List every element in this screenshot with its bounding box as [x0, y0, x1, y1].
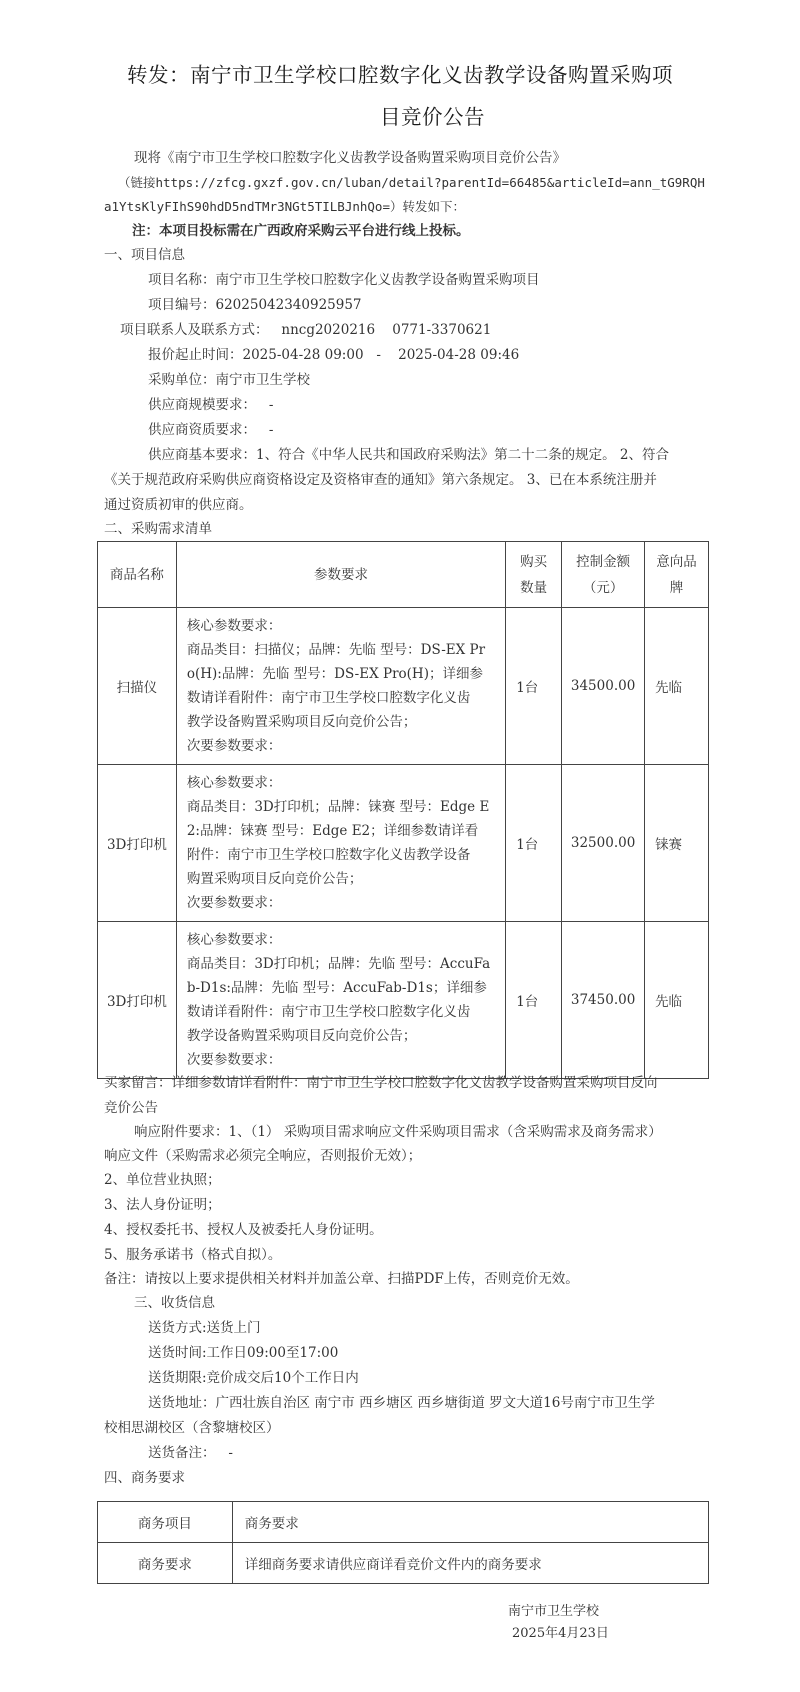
row-amount: 34500.00 — [562, 608, 645, 765]
signature-date: 2025年4月23日 — [512, 1626, 609, 1641]
table-header-row — [98, 542, 709, 608]
row-name: 3D打印机 — [98, 765, 177, 922]
header-name: 商品名称 — [98, 542, 177, 608]
buyer-message-line2: 竞价公告 — [104, 1100, 158, 1116]
row-params: 核心参数要求： 商品类目：3D打印机；品牌：铼赛 型号：Edge E 2:品牌：铼赛 型号：Edge E2；详细参数请详看 附件：南宁市卫生学校口腔数字化义齿教学设备 购置采购项目反向竞价公告； 次要参数要求： — [176, 765, 505, 922]
business-header-req: 商务要求 — [232, 1502, 708, 1543]
project-name: 项目名称：南宁市卫生学校口腔数字化义齿教学设备购置采购项目 — [148, 272, 540, 288]
row-amount: 32500.00 — [562, 765, 645, 922]
signature-org: 南宁市卫生学校 — [508, 1604, 600, 1619]
header-qty: 购买 数量 — [506, 542, 562, 608]
business-req: 详细商务要求请供应商详看竞价文件内的商务要求 — [232, 1543, 708, 1584]
header-param: 参数要求 — [176, 542, 505, 608]
section2-heading: 二、采购需求清单 — [104, 521, 212, 537]
intro-note: 注：本项目投标需在广西政府采购云平台进行线上投标。 — [132, 223, 470, 239]
table-row — [98, 608, 709, 765]
row-qty: 1台 — [506, 608, 562, 765]
row-qty: 1台 — [506, 922, 562, 1079]
row-qty: 1台 — [506, 765, 562, 922]
intro-link-line2: a1YtsKlyFIhS90hdD5ndTMr3NGt5TILBJnhQo=）转发如下： — [104, 199, 465, 214]
row-params: 核心参数要求： 商品类目：3D打印机；品牌：先临 型号：AccuFa b-D1s:品牌：先临 型号：AccuFab-D1s；详细参 数请详看附件：南宁市卫生学校口腔数字化义齿 教学设备购置采购项目反向竞价公告； 次要参数要求： — [176, 922, 505, 1079]
quote-time: 报价起止时间：2025-04-28 09:00 - 2025-04-28 09:46 — [148, 347, 520, 363]
attach-item-3: 3、法人身份证明； — [104, 1197, 221, 1213]
remark-line: 备注：请按以上要求提供相关材料并加盖公章、扫描PDF上传，否则竞价无效。 — [104, 1271, 579, 1287]
page-title-line2: 目竞价公告 — [380, 105, 485, 129]
buyer-message-line1: 买家留言：详细参数请详看附件：南宁市卫生学校口腔数字化义齿教学设备购置采购项目反向 — [104, 1075, 658, 1091]
business-header-row — [98, 1502, 709, 1543]
delivery-address-line1: 送货地址：广西壮族自治区 南宁市 西乡塘区 西乡塘街道 罗文大道16号南宁市卫生学 — [148, 1395, 655, 1411]
supplier-quals: 供应商资质要求： - — [148, 422, 274, 438]
intro-line1: 现将《南宁市卫生学校口腔数字化义齿教学设备购置采购项目竞价公告》 — [134, 150, 566, 166]
business-item: 商务要求 — [98, 1543, 233, 1584]
row-brand: 先临 — [645, 608, 709, 765]
supplier-basic-line2: 《关于规范政府采购供应商资格设定及资格审查的通知》第六条规定。 3、已在本系统注册并 — [104, 472, 657, 488]
supplier-basic-line1: 供应商基本要求：1、符合《中华人民共和国政府采购法》第二十二条的规定。 2、符合 — [148, 447, 669, 463]
page-title-line1: 转发：南宁市卫生学校口腔数字化义齿教学设备购置采购项 — [127, 63, 673, 87]
delivery-period: 送货期限:竞价成交后10个工作日内 — [148, 1370, 359, 1386]
delivery-remark: 送货备注： - — [148, 1445, 233, 1461]
attach-item-4: 4、授权委托书、授权人及被委托人身份证明。 — [104, 1222, 383, 1238]
delivery-method: 送货方式:送货上门 — [148, 1320, 261, 1336]
attach-item-2: 2、单位营业执照； — [104, 1172, 221, 1188]
business-table — [97, 1501, 709, 1584]
section4-heading: 四、商务要求 — [104, 1470, 185, 1486]
row-name: 3D打印机 — [98, 922, 177, 1079]
table-row — [98, 765, 709, 922]
buyer-unit: 采购单位：南宁市卫生学校 — [148, 372, 310, 388]
project-contact: 项目联系人及联系方式： nncg2020216 0771-3370621 — [120, 322, 492, 338]
table-row — [98, 922, 709, 1079]
supplier-basic-line3: 通过资质初审的供应商。 — [104, 497, 253, 513]
row-brand: 先临 — [645, 922, 709, 1079]
header-amount: 控制金额 （元） — [562, 542, 645, 608]
procurement-table — [97, 541, 709, 1079]
header-brand: 意向品 牌 — [645, 542, 709, 608]
row-params: 核心参数要求： 商品类目：扫描仪；品牌：先临 型号：DS-EX Pr o(H):品牌：先临 型号：DS-EX Pro(H)；详细参 数请详看附件：南宁市卫生学校口腔数字化义齿 教学设备购置采购项目反向竞价公告； 次要参数要求： — [176, 608, 505, 765]
supplier-scale: 供应商规模要求： - — [148, 397, 274, 413]
attach-req-line2: 响应文件（采购需求必须完全响应，否则报价无效）； — [104, 1148, 422, 1164]
row-name: 扫描仪 — [98, 608, 177, 765]
attach-item-5: 5、服务承诺书（格式自拟）。 — [104, 1247, 282, 1263]
section1-heading: 一、项目信息 — [104, 247, 185, 263]
business-row — [98, 1543, 709, 1584]
intro-link-line1: （链接https://zfcg.gxzf.gov.cn/luban/detail?parentId=66485&articleId=ann_tG9RQH — [118, 175, 705, 190]
attach-req-line1: 响应附件要求：1、（1） 采购项目需求响应文件采购项目需求（含采购需求及商务需求） — [134, 1124, 662, 1140]
section3-heading: 三、收货信息 — [134, 1295, 215, 1311]
business-header-item: 商务项目 — [98, 1502, 233, 1543]
project-number: 项目编号：62025042340925957 — [148, 297, 362, 313]
delivery-address-line2: 校相思湖校区（含黎塘校区） — [104, 1420, 280, 1436]
row-brand: 铼赛 — [645, 765, 709, 922]
delivery-time: 送货时间:工作日09:00至17:00 — [148, 1345, 339, 1361]
row-amount: 37450.00 — [562, 922, 645, 1079]
